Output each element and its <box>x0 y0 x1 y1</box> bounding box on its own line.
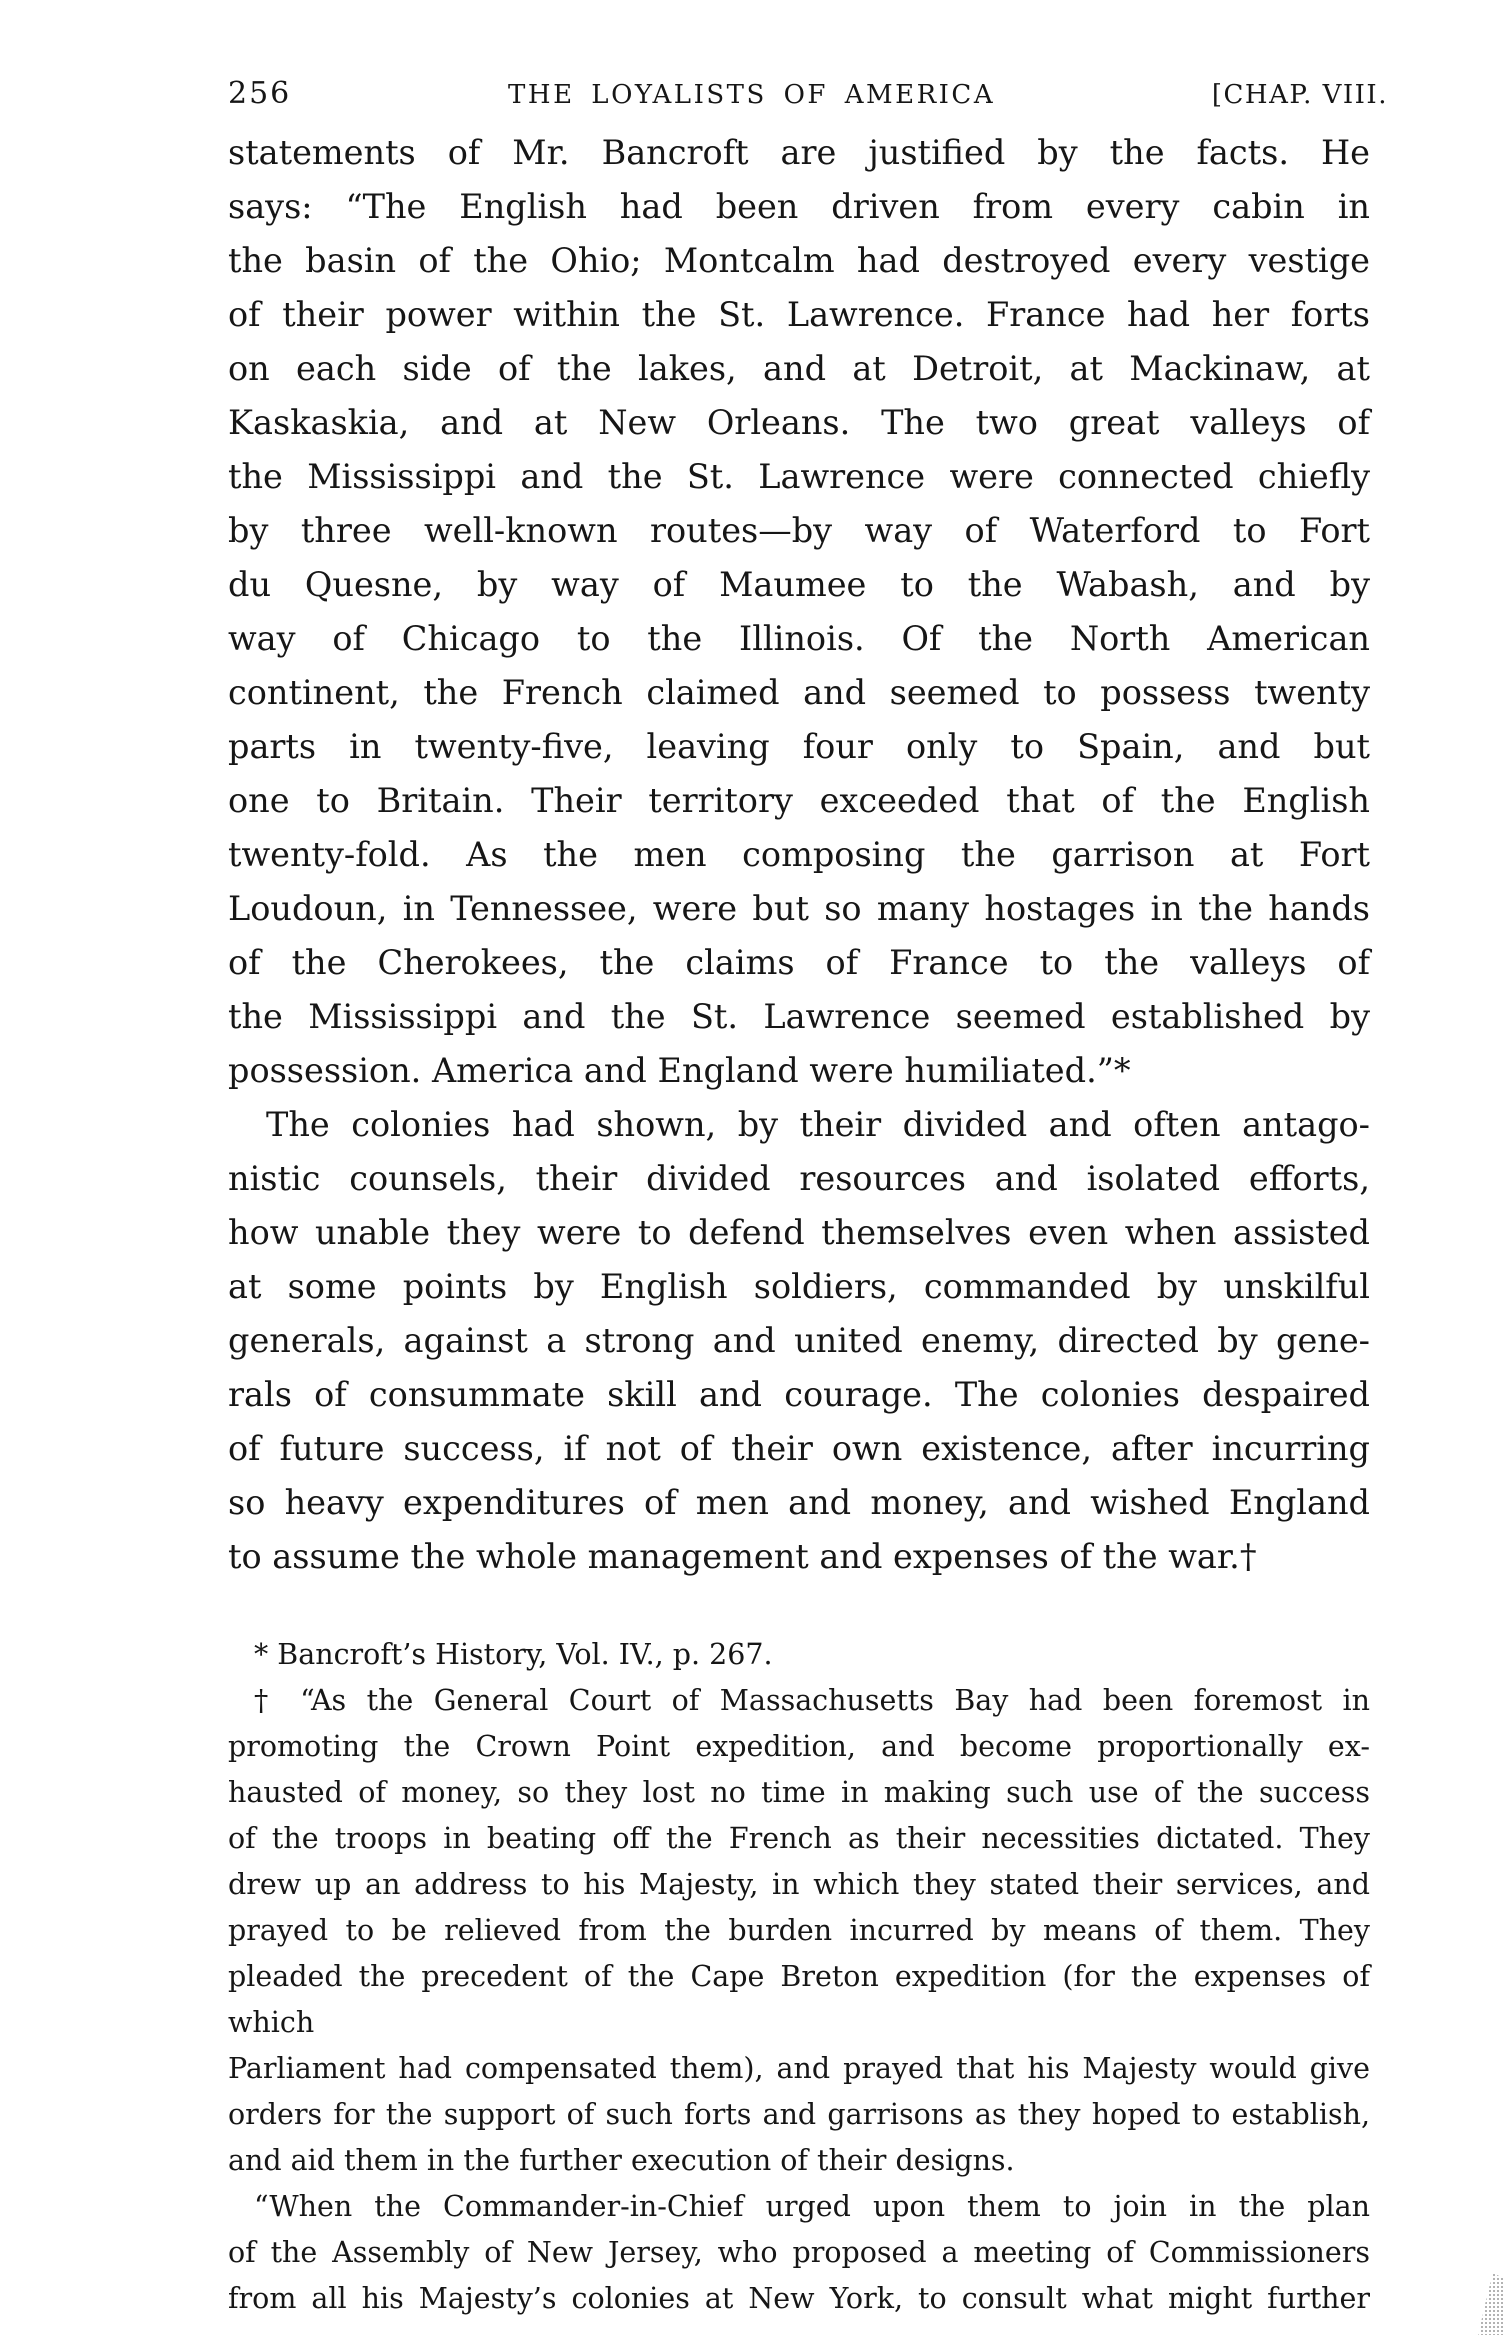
body-text <box>228 126 1370 1584</box>
body-line: by three well-known routes—by way of Waterford to Fort <box>228 511 1370 550</box>
footnote-line: Parliament had compensated them), and prayed that his Majesty would give <box>228 2052 1370 2085</box>
body-line: of their power within the St. Lawrence. France had her forts <box>228 295 1370 334</box>
body-line: the basin of the Ohio; Montcalm had destroyed every vestige <box>228 241 1370 280</box>
footnote-block <box>228 1632 1370 2322</box>
body-line: possession. America and England were humiliated.”* <box>228 1051 1131 1090</box>
body-line: way of Chicago to the Illinois. Of the North American <box>228 619 1370 658</box>
body-line: how unable they were to defend themselves even when assisted <box>228 1213 1370 1252</box>
footnote-line: “When the Commander-in-Chief urged upon them to join in the plan <box>254 2190 1370 2223</box>
body-line: Kaskaskia, and at New Orleans. The two great valleys of <box>228 403 1370 442</box>
body-line: The colonies had shown, by their divided and often antago- <box>266 1105 1370 1144</box>
running-title: THE LOYALISTS OF AMERICA <box>508 80 996 110</box>
footnote-line: and aid them in the further execution of their designs. <box>228 2144 1015 2177</box>
footnote-line: † “As the General Court of Massachusetts Bay had been foremost in <box>254 1684 1370 1717</box>
body-line: of the Cherokees, the claims of France to the valleys of <box>228 943 1370 982</box>
body-line: generals, against a strong and united enemy, directed by gene- <box>228 1321 1370 1360</box>
body-line: one to Britain. Their territory exceeded that of the English <box>228 781 1370 820</box>
body-line: rals of consummate skill and courage. The colonies despaired <box>228 1375 1370 1414</box>
body-line: so heavy expenditures of men and money, and wished England <box>228 1483 1370 1522</box>
footnote-line: drew up an address to his Majesty, in which they stated their services, and <box>228 1868 1370 1901</box>
body-line: Loudoun, in Tennessee, were but so many hostages in the hands <box>228 889 1370 928</box>
body-line: at some points by English soldiers, commanded by unskilful <box>228 1267 1370 1306</box>
body-line: the Mississippi and the St. Lawrence seemed established by <box>228 997 1370 1036</box>
footnote-line: hausted of money, so they lost no time in making such use of the success <box>228 1776 1370 1809</box>
body-line: says: “The English had been driven from every cabin in <box>228 187 1370 226</box>
page-number: 256 <box>228 76 292 111</box>
body-line: twenty-fold. As the men composing the garrison at Fort <box>228 835 1370 874</box>
body-line: parts in twenty-five, leaving four only to Spain, and but <box>228 727 1370 766</box>
footnote-line: from all his Majesty’s colonies at New York, to consult what might further <box>228 2282 1370 2315</box>
scan-smudge-artifact <box>1476 2273 1504 2335</box>
footnote-line: pleaded the precedent of the Cape Breton expedition (for the expenses of which <box>228 1960 1370 2039</box>
chapter-label: [CHAP. VIII. <box>1211 80 1388 110</box>
body-line: to assume the whole management and expenses of the war.† <box>228 1537 1257 1576</box>
footnote-line: promoting the Crown Point expedition, and become proportionally ex- <box>228 1730 1370 1763</box>
body-line: the Mississippi and the St. Lawrence were connected chiefly <box>228 457 1370 496</box>
running-head <box>228 76 1388 111</box>
footnote-line: * Bancroft’s History, Vol. IV., p. 267. <box>254 1638 773 1671</box>
body-line: on each side of the lakes, and at Detroit, at Mackinaw, at <box>228 349 1370 388</box>
body-line: continent, the French claimed and seemed to possess twenty <box>228 673 1370 712</box>
footnote-line: prayed to be relieved from the burden incurred by means of them. They <box>228 1914 1370 1947</box>
body-line: nistic counsels, their divided resources and isolated efforts, <box>228 1159 1370 1198</box>
footnote-line: of the troops in beating off the French as their necessities dictated. They <box>228 1822 1370 1855</box>
footnote-line: of the Assembly of New Jersey, who proposed a meeting of Commissioners <box>228 2236 1370 2269</box>
body-line: du Quesne, by way of Maumee to the Wabash, and by <box>228 565 1370 604</box>
body-line: of future success, if not of their own existence, after incurring <box>228 1429 1370 1468</box>
body-line: statements of Mr. Bancroft are justified by the facts. He <box>228 133 1370 172</box>
footnote-line: orders for the support of such forts and garrisons as they hoped to establish, <box>228 2098 1370 2131</box>
paragraph-2 <box>228 1098 1370 1584</box>
paragraph-1 <box>228 126 1370 1098</box>
